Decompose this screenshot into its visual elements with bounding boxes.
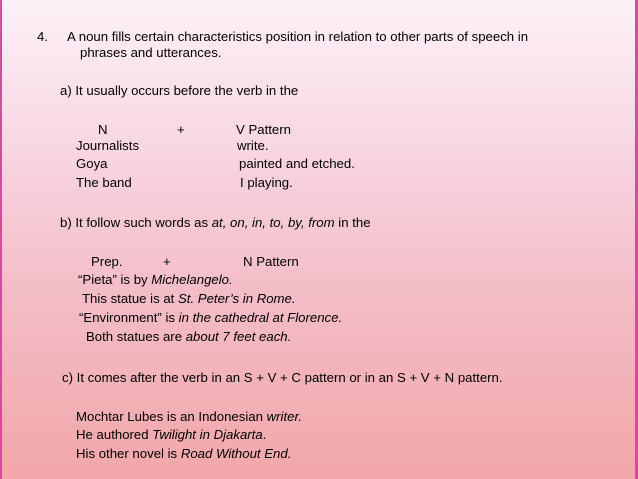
section-a-row-subject: The band [76, 175, 132, 190]
point-text-line2: phrases and utterances. [80, 45, 222, 60]
section-a-header-n: N [98, 122, 108, 137]
section-b-header-plus: + [163, 254, 171, 269]
section-a-row-subject: Goya [76, 156, 108, 171]
point-number: 4. [37, 29, 48, 44]
section-b-example: “Pieta” is by Michelangelo. [78, 272, 233, 287]
section-c-intro: c) It comes after the verb in an S + V + C pattern or in an S + V + N pattern. [62, 370, 503, 385]
slide-border-left [0, 0, 2, 479]
point-text-line1: A noun fills certain characteristics position in relation to other parts of speech in [67, 29, 529, 44]
section-c-example: Mochtar Lubes is an Indonesian writer. [76, 409, 303, 424]
section-a-row-verb: write. [237, 138, 269, 153]
section-b-header-n: N Pattern [243, 254, 299, 269]
section-b-example: “Environment” is in the cathedral at Florence. [79, 310, 343, 325]
section-b-prepositions: at, on, in, to, by, from [211, 215, 335, 230]
section-c-example: His other novel is Road Without End. [76, 446, 292, 461]
section-b-example: This statue is at St. Peter’s in Rome. [82, 291, 296, 306]
section-a-row-verb: I playing. [240, 175, 293, 190]
section-a-header-plus: + [177, 122, 185, 137]
section-b-intro: b) It follow such words as at, on, in, to, by, from in the [60, 215, 371, 230]
section-b-header-prep: Prep. [91, 254, 123, 269]
section-b-example: Both statues are about 7 feet each. [86, 329, 292, 344]
section-a-header-v: V Pattern [236, 122, 291, 137]
section-a-row-subject: Journalists [76, 138, 140, 153]
section-a-intro: a) It usually occurs before the verb in the [60, 83, 299, 98]
section-a-row-verb: painted and etched. [239, 156, 355, 171]
section-c-example: He authored Twilight in Djakarta. [76, 427, 267, 442]
